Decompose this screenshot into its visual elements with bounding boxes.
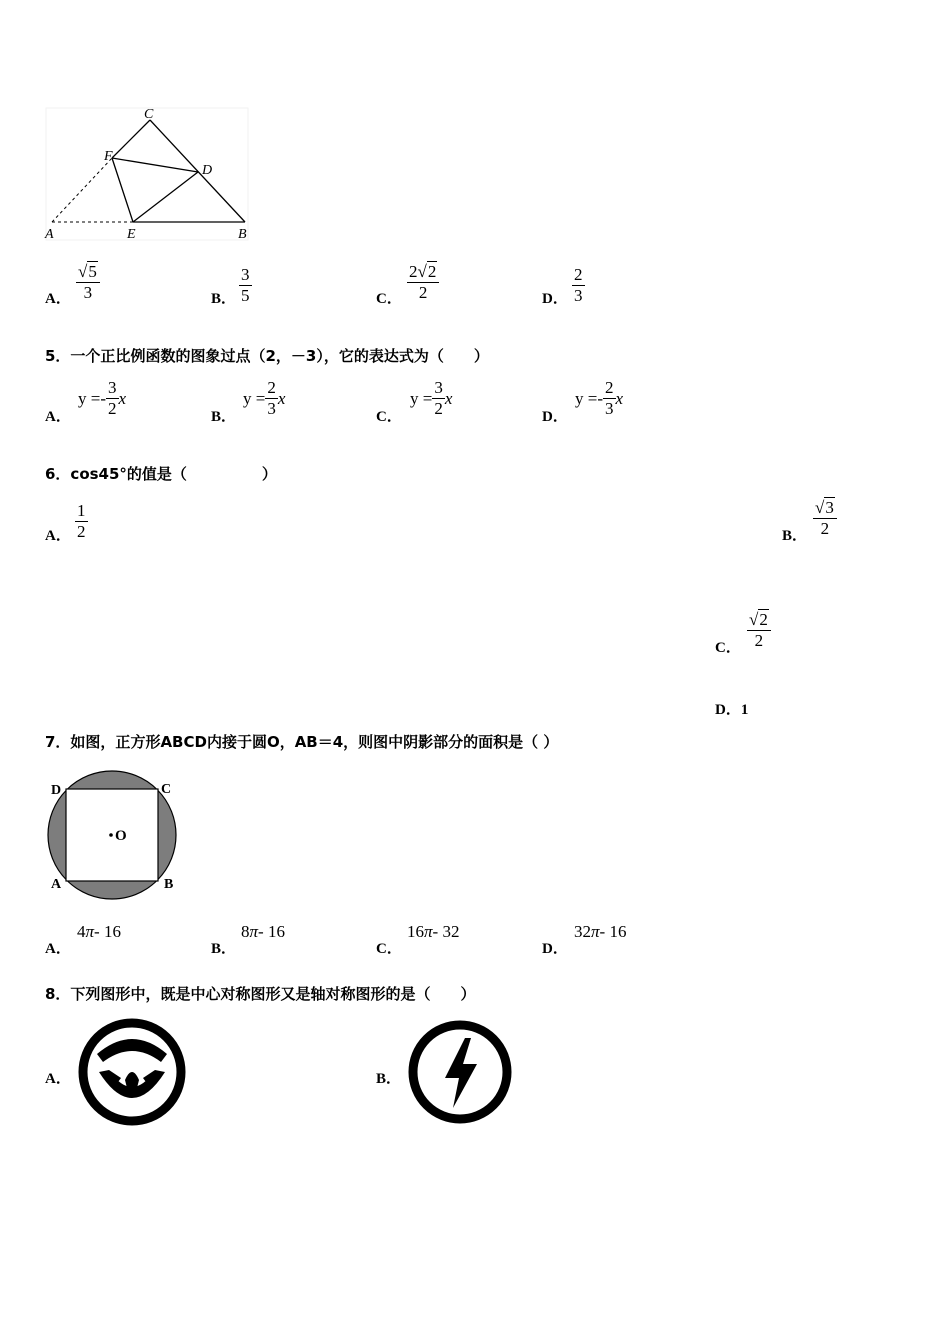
question-8-text: 8．下列图形中，既是中心对称图形又是轴对称图形的是（ ） xyxy=(45,985,476,1003)
q5-option-c-label: C． xyxy=(376,409,402,425)
label-c: C xyxy=(161,782,172,797)
q6-option-a-label: A． xyxy=(45,528,71,544)
q4-option-d-value: $\frac{2}{3}$ xyxy=(574,265,583,305)
q5-option-d-value: y =- $\frac{2}{3}$ x xyxy=(575,378,624,418)
label-c: C xyxy=(144,107,154,122)
q5-option-d-label: D． xyxy=(542,409,568,425)
label-d: D xyxy=(202,163,213,178)
q7-option-d-value: 32 π - 16 xyxy=(574,922,627,941)
label-a: A xyxy=(45,227,54,242)
q5-option-c-value: y = $\frac{3}{2}$ x xyxy=(410,378,453,418)
label-b: B xyxy=(164,877,174,892)
q8-option-b-label: B． xyxy=(376,1071,402,1087)
q8-option-a-label: A． xyxy=(45,1071,71,1087)
q6-option-c-value: $\frac{√2}{2}$ xyxy=(747,610,771,651)
q4-option-c-label: C． xyxy=(376,291,402,307)
q7-option-a-value: 4 π - 16 xyxy=(77,922,121,941)
question-7-text: 7．如图，正方形ABCD内接于圆O，AB＝4，则图中阴影部分的面积是（ ） xyxy=(45,733,559,751)
question-5-text: 5．一个正比例函数的图象过点（2，－3），它的表达式为（ ） xyxy=(45,347,489,365)
q8-option-b-lightning-icon xyxy=(403,1012,518,1132)
label-b: B xyxy=(238,227,247,242)
q7-option-c-label: C． xyxy=(376,941,402,957)
q7-option-b-value: 8 π - 16 xyxy=(241,922,285,941)
q4-option-b-value: $\frac{3}{5}$ xyxy=(241,265,250,305)
q4-option-d-label: D． xyxy=(542,291,568,307)
label-a: A xyxy=(51,877,62,892)
triangle-fold-figure xyxy=(40,104,255,244)
label-o: O xyxy=(115,828,127,844)
label-f: F xyxy=(104,149,113,164)
center-dot xyxy=(109,833,113,837)
q4-option-a-value: $\frac{√5}{3}$ xyxy=(76,262,100,303)
q6-option-b-label: B． xyxy=(782,528,808,544)
q4-option-b-label: B． xyxy=(211,291,237,307)
q5-option-b-label: B． xyxy=(211,409,237,425)
q5-option-a-value: y =- $\frac{3}{2}$ x xyxy=(78,378,127,418)
question-6-text: 6．cos45°的值是（ ） xyxy=(45,465,277,483)
q8-option-a-emblem xyxy=(75,1012,190,1132)
q6-option-b-value: $\frac{√3}{2}$ xyxy=(813,498,837,539)
q7-option-d-label: D． xyxy=(542,941,568,957)
q7-option-a-label: A． xyxy=(45,941,71,957)
q6-option-c-label: C． xyxy=(715,640,741,656)
q4-option-c-value: $\frac{2√2}{2}$ xyxy=(407,262,439,303)
q7-option-b-label: B． xyxy=(211,941,237,957)
q7-option-c-value: 16 π - 32 xyxy=(407,922,460,941)
q5-option-a-label: A． xyxy=(45,409,71,425)
inscribed-square-figure xyxy=(40,770,190,905)
q6-option-a-value: $\frac{1}{2}$ xyxy=(77,501,86,541)
label-d: D xyxy=(51,783,62,798)
q4-option-a-label: A． xyxy=(45,291,71,307)
q6-option-d: D．1 xyxy=(715,702,749,718)
label-e: E xyxy=(127,227,136,242)
q5-option-b-value: y = $\frac{2}{3}$ x xyxy=(243,378,286,418)
